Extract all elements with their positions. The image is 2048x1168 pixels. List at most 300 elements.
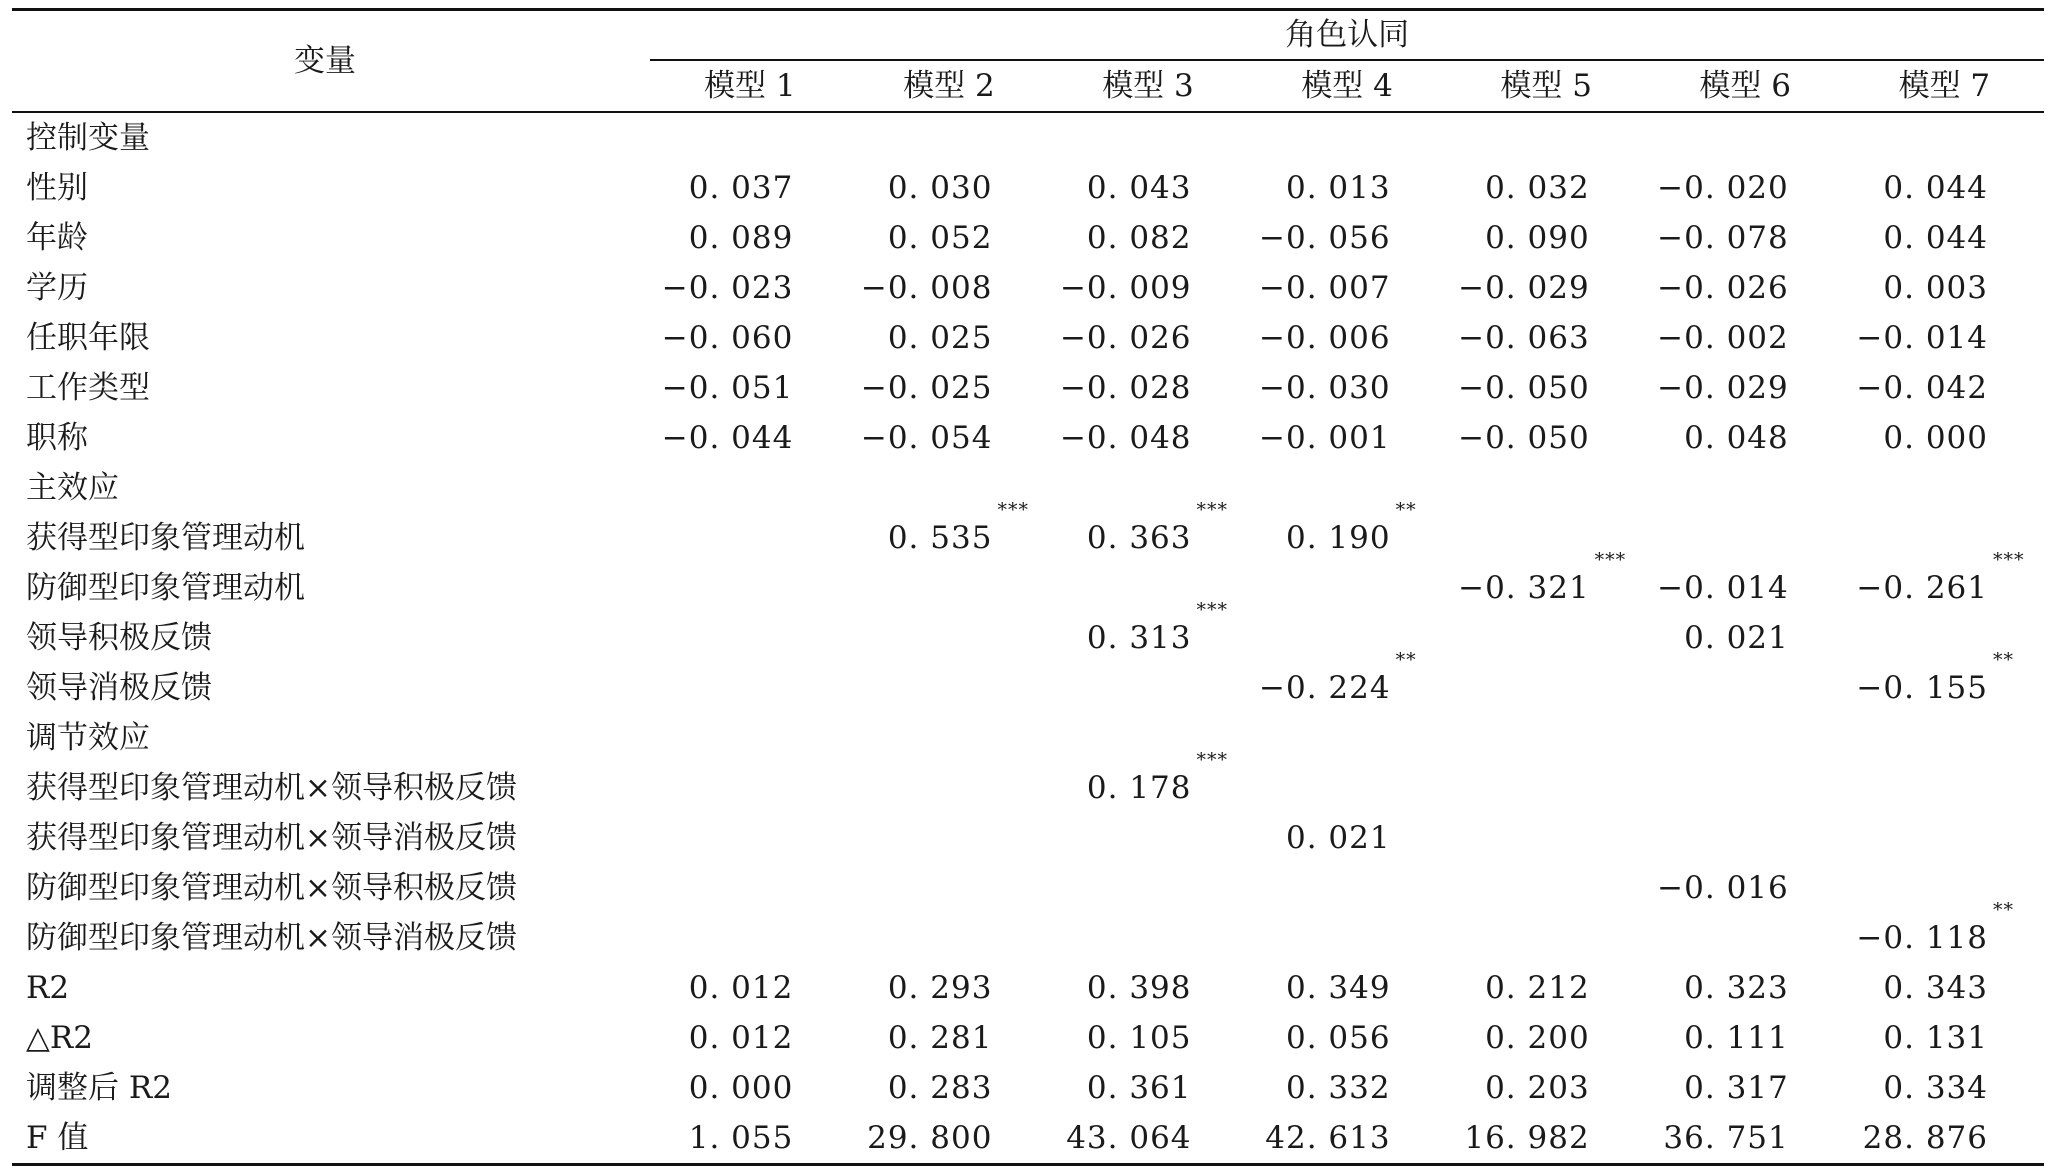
model-1-cell: [650, 663, 849, 713]
table-row: [12, 1113, 2044, 1165]
coefficient-value: −0. 155: [1856, 670, 1988, 706]
model-4-cell: [1248, 413, 1447, 463]
coefficient-value: 0. 032: [1485, 170, 1590, 206]
coefficient-value: 0. 363: [1086, 520, 1192, 556]
model-2-cell: [849, 363, 1048, 413]
model-6-cell: [1646, 463, 1845, 513]
model-4-cell: [1248, 763, 1447, 813]
table-row: [12, 513, 2044, 563]
coefficient-value: −0. 118: [1856, 920, 1988, 956]
model-1-cell: [650, 813, 849, 863]
row-label-text: 年龄: [26, 220, 88, 256]
model-7-cell: [1845, 613, 2044, 663]
model-2-cell: [849, 413, 1048, 463]
model-7-cell: [1845, 1113, 2044, 1165]
significance-stars: **: [1395, 499, 1417, 521]
model-7-cell: [1845, 549, 2044, 613]
row-label: [12, 663, 650, 713]
model-2-cell: [849, 613, 1048, 663]
row-label-text: 领导积极反馈: [26, 620, 212, 656]
coefficient-value: 0. 398: [1086, 970, 1192, 1006]
model-3-cell: [1048, 413, 1247, 463]
coefficient-value: 0. 281: [887, 1020, 993, 1056]
model-2-cell: [849, 263, 1048, 313]
model-7-cell: [1845, 899, 2044, 963]
coefficient-value: 0. 200: [1485, 1020, 1590, 1056]
coefficient-value: −0. 078: [1657, 220, 1789, 256]
model-7-cell: [1845, 763, 2044, 813]
model-4-cell: [1248, 963, 1447, 1013]
model-3-cell: [1048, 112, 1247, 163]
coefficient-value: 0. 283: [887, 1070, 993, 1106]
coefficient-value: −0. 050: [1458, 420, 1590, 456]
row-label-text: 防御型印象管理动机×领导积极反馈: [26, 870, 517, 906]
row-label: [12, 513, 650, 563]
row-label-text: 获得型印象管理动机: [26, 520, 305, 556]
table-row: [12, 1013, 2044, 1063]
table-row: [12, 613, 2044, 663]
model-1-cell: [650, 163, 849, 213]
regression-table: [12, 8, 2044, 1166]
model-5-cell: [1447, 963, 1646, 1013]
model-4-cell: [1248, 563, 1447, 613]
table-row: [12, 213, 2044, 263]
table-row: [12, 1063, 2044, 1113]
row-label: [12, 963, 650, 1013]
model-1-cell: [650, 263, 849, 313]
model-5-cell: [1447, 363, 1646, 413]
model-5-cell: [1447, 313, 1646, 363]
table-header: [12, 10, 2044, 113]
coefficient-value: 0. 178: [1086, 770, 1192, 806]
model-4-cell: [1248, 263, 1447, 313]
model-2-cell: [849, 663, 1048, 713]
model-1-cell: [650, 763, 849, 813]
row-label-text: 获得型印象管理动机×领导消极反馈: [26, 820, 517, 856]
row-label: [12, 1063, 650, 1113]
variable-column-header: 变量: [12, 10, 650, 113]
row-label-text: 调节效应: [26, 720, 150, 756]
coefficient-value: 0. 293: [887, 970, 993, 1006]
row-label: [12, 1113, 650, 1165]
model-3-cell: [1048, 1063, 1247, 1113]
coefficient-value: −0. 023: [661, 270, 794, 306]
model-2-header: 模型 2: [849, 60, 1048, 112]
coefficient-value: 0. 003: [1883, 270, 1988, 306]
coefficient-value: 0. 089: [688, 220, 794, 256]
model-6-cell: [1646, 863, 1845, 913]
coefficient-value: 28. 876: [1862, 1120, 1988, 1156]
coefficient-value: −0. 026: [1657, 270, 1789, 306]
model-6-cell: [1646, 663, 1845, 713]
coefficient-value: −0. 028: [1059, 370, 1192, 406]
model-1-cell: [650, 463, 849, 513]
table-row: [12, 363, 2044, 413]
coefficient-value: −0. 016: [1657, 870, 1789, 906]
model-4-cell: [1248, 112, 1447, 163]
model-6-cell: [1646, 263, 1845, 313]
significance-stars: ***: [1993, 549, 2025, 571]
coefficient-value: 0. 037: [688, 170, 794, 206]
model-7-cell: [1845, 863, 2044, 913]
coefficient-value: 0. 203: [1485, 1070, 1590, 1106]
model-3-cell: [1048, 913, 1247, 963]
table-row: [12, 563, 2044, 613]
row-label-text: 性别: [26, 170, 88, 206]
model-3-cell: [1048, 813, 1247, 863]
coefficient-value: 0. 000: [688, 1070, 794, 1106]
header-row-group: [12, 10, 2044, 61]
model-3-cell: [1048, 863, 1247, 913]
model-1-cell: [650, 1013, 849, 1063]
coefficient-value: 0. 190: [1285, 520, 1391, 556]
model-6-cell: [1646, 413, 1845, 463]
coefficient-value: −0. 001: [1259, 420, 1391, 456]
coefficient-value: −0. 009: [1059, 270, 1192, 306]
significance-stars: **: [1993, 649, 2014, 671]
model-2-cell: [849, 763, 1048, 813]
coefficient-value: 0. 030: [887, 170, 993, 206]
significance-stars: ***: [997, 499, 1029, 521]
model-3-cell: [1048, 749, 1247, 813]
coefficient-value: −0. 014: [1657, 570, 1789, 606]
coefficient-value: 0. 349: [1285, 970, 1391, 1006]
coefficient-value: 0. 212: [1485, 970, 1590, 1006]
coefficient-value: 0. 052: [887, 220, 993, 256]
row-label: [12, 1013, 650, 1063]
model-6-cell: [1646, 963, 1845, 1013]
model-3-cell: [1048, 1013, 1247, 1063]
model-6-cell: [1646, 613, 1845, 663]
coefficient-value: −0. 007: [1259, 270, 1391, 306]
model-7-cell: [1845, 413, 2044, 463]
table-row: [12, 963, 2044, 1013]
coefficient-value: 0. 056: [1285, 1020, 1391, 1056]
coefficient-value: −0. 050: [1458, 370, 1590, 406]
section-label: [12, 463, 650, 513]
model-7-cell: [1845, 713, 2044, 763]
model-6-cell: [1646, 1113, 1845, 1165]
coefficient-value: 0. 048: [1684, 420, 1789, 456]
model-4-cell: [1248, 463, 1447, 513]
model-5-cell: [1447, 163, 1646, 213]
model-4-cell: [1248, 499, 1447, 563]
coefficient-value: −0. 042: [1856, 370, 1988, 406]
model-4-cell: [1248, 163, 1447, 213]
table-row: [12, 913, 2044, 963]
coefficient-value: −0. 020: [1657, 170, 1789, 206]
coefficient-value: 0. 012: [688, 1020, 794, 1056]
row-label: [12, 413, 650, 463]
model-7-cell: [1845, 213, 2044, 263]
model-5-cell: [1447, 763, 1646, 813]
coefficient-value: −0. 051: [661, 370, 794, 406]
model-1-cell: [650, 413, 849, 463]
model-5-header: 模型 5: [1447, 60, 1646, 112]
superscript-squared: 2: [73, 1020, 93, 1056]
superscript-squared: 2: [152, 1070, 172, 1106]
coefficient-value: −0. 048: [1059, 420, 1192, 456]
model-5-cell: [1447, 813, 1646, 863]
model-4-header: 模型 4: [1248, 60, 1447, 112]
coefficient-value: 43. 064: [1066, 1120, 1192, 1156]
model-7-cell: [1845, 313, 2044, 363]
model-2-cell: [849, 863, 1048, 913]
model-2-cell: [849, 313, 1048, 363]
section-header-row: [12, 713, 2044, 763]
row-label-text: 职称: [26, 420, 88, 456]
model-6-cell: [1646, 213, 1845, 263]
coefficient-value: −0. 224: [1259, 670, 1391, 706]
model-3-cell: [1048, 963, 1247, 1013]
coefficient-value: 0. 332: [1285, 1070, 1391, 1106]
model-1-cell: [650, 313, 849, 363]
model-5-cell: [1447, 613, 1646, 663]
model-7-cell: [1845, 963, 2044, 1013]
model-2-cell: [849, 813, 1048, 863]
model-7-cell: [1845, 112, 2044, 163]
model-4-cell: [1248, 313, 1447, 363]
model-2-cell: [849, 1013, 1048, 1063]
model-6-cell: [1646, 363, 1845, 413]
model-5-cell: [1447, 1063, 1646, 1113]
row-label-text: 任职年限: [26, 320, 150, 356]
model-3-cell: [1048, 313, 1247, 363]
model-1-cell: [650, 1063, 849, 1113]
coefficient-value: 0. 000: [1883, 420, 1988, 456]
model-2-cell: [849, 713, 1048, 763]
model-6-cell: [1646, 1063, 1845, 1113]
coefficient-value: 0. 044: [1883, 220, 1988, 256]
model-3-cell: [1048, 499, 1247, 563]
coefficient-value: 0. 105: [1086, 1020, 1192, 1056]
significance-stars: ***: [1196, 749, 1229, 771]
row-label-text: 防御型印象管理动机: [26, 570, 305, 606]
significance-stars: **: [1395, 649, 1417, 671]
row-label-text: 防御型印象管理动机×领导消极反馈: [26, 920, 517, 956]
model-2-cell: [849, 1113, 1048, 1165]
coefficient-value: 0. 090: [1485, 220, 1590, 256]
model-6-cell: [1646, 813, 1845, 863]
model-7-cell: [1845, 1063, 2044, 1113]
coefficient-value: −0. 029: [1458, 270, 1590, 306]
coefficient-value: 0. 323: [1684, 970, 1789, 1006]
significance-stars: ***: [1196, 599, 1229, 621]
section-label: [12, 713, 650, 763]
coefficient-value: −0. 014: [1856, 320, 1988, 356]
table-body: [12, 112, 2044, 1165]
model-5-cell: [1447, 549, 1646, 613]
coefficient-value: 0. 131: [1883, 1020, 1988, 1056]
model-3-cell: [1048, 663, 1247, 713]
model-3-cell: [1048, 363, 1247, 413]
coefficient-value: −0. 029: [1657, 370, 1789, 406]
model-5-cell: [1447, 713, 1646, 763]
model-1-cell: [650, 513, 849, 563]
coefficient-value: −0. 054: [860, 420, 993, 456]
coefficient-value: 0. 313: [1086, 620, 1192, 656]
coefficient-value: −0. 044: [661, 420, 794, 456]
row-label: [12, 913, 650, 963]
coefficient-value: −0. 006: [1259, 320, 1391, 356]
role-identity-group-header: 角色认同: [650, 10, 2044, 61]
coefficient-value: 36. 751: [1663, 1120, 1789, 1156]
model-3-cell: [1048, 213, 1247, 263]
model-4-cell: [1248, 1063, 1447, 1113]
coefficient-value: −0. 321: [1458, 570, 1590, 606]
model-2-cell: [849, 213, 1048, 263]
model-4-cell: [1248, 813, 1447, 863]
row-label-text: 工作类型: [26, 370, 150, 406]
model-6-cell: [1646, 112, 1845, 163]
row-label: [12, 613, 650, 663]
model-2-cell: [849, 563, 1048, 613]
coefficient-value: 0. 012: [688, 970, 794, 1006]
coefficient-value: 0. 535: [887, 520, 993, 556]
row-label: [12, 863, 650, 913]
model-1-cell: [650, 112, 849, 163]
significance-stars: ***: [1196, 499, 1229, 521]
model-4-cell: [1248, 649, 1447, 713]
section-label: [12, 112, 650, 163]
row-label-text: 主效应: [26, 470, 119, 506]
row-label: [12, 213, 650, 263]
coefficient-value: 0. 013: [1285, 170, 1391, 206]
model-5-cell: [1447, 663, 1646, 713]
significance-stars: ***: [1594, 549, 1627, 571]
coefficient-value: 42. 613: [1265, 1120, 1391, 1156]
model-2-cell: [849, 1063, 1048, 1113]
model-6-header: 模型 6: [1646, 60, 1845, 112]
model-3-cell: [1048, 263, 1247, 313]
coefficient-value: 0. 043: [1086, 170, 1192, 206]
coefficient-value: −0. 002: [1657, 320, 1789, 356]
coefficient-value: 29. 800: [867, 1120, 993, 1156]
coefficient-value: −0. 025: [860, 370, 993, 406]
table-row: [12, 763, 2044, 813]
coefficient-value: 0. 317: [1684, 1070, 1789, 1106]
model-4-cell: [1248, 363, 1447, 413]
model-4-cell: [1248, 863, 1447, 913]
coefficient-value: 0. 021: [1285, 820, 1391, 856]
model-7-header: 模型 7: [1845, 60, 2044, 112]
row-label: [12, 763, 650, 813]
row-label-text: 学历: [26, 270, 88, 306]
table-row: [12, 313, 2044, 363]
section-header-row: [12, 112, 2044, 163]
coefficient-value: 0. 334: [1883, 1070, 1988, 1106]
model-7-cell: [1845, 263, 2044, 313]
model-1-cell: [650, 363, 849, 413]
model-4-cell: [1248, 1113, 1447, 1165]
model-5-cell: [1447, 213, 1646, 263]
row-label-text: F 值: [26, 1120, 89, 1156]
coefficient-value: 1. 055: [688, 1120, 794, 1156]
coefficient-value: 16. 982: [1464, 1120, 1590, 1156]
model-3-header: 模型 3: [1048, 60, 1247, 112]
coefficient-value: 0. 044: [1883, 170, 1988, 206]
coefficient-value: −0. 026: [1059, 320, 1192, 356]
model-6-cell: [1646, 913, 1845, 963]
model-4-cell: [1248, 1013, 1447, 1063]
coefficient-value: 0. 361: [1086, 1070, 1192, 1106]
model-1-cell: [650, 613, 849, 663]
table-row: [12, 163, 2044, 213]
coefficient-value: 0. 082: [1086, 220, 1192, 256]
model-1-header: 模型 1: [650, 60, 849, 112]
model-5-cell: [1447, 263, 1646, 313]
coefficient-value: −0. 056: [1259, 220, 1391, 256]
table-row: [12, 663, 2044, 713]
model-5-cell: [1447, 1113, 1646, 1165]
model-4-cell: [1248, 913, 1447, 963]
model-4-cell: [1248, 213, 1447, 263]
row-label-text: 获得型印象管理动机×领导积极反馈: [26, 770, 517, 806]
row-label: [12, 813, 650, 863]
model-7-cell: [1845, 1013, 2044, 1063]
model-6-cell: [1646, 1013, 1845, 1063]
coefficient-value: −0. 063: [1458, 320, 1590, 356]
model-1-cell: [650, 913, 849, 963]
model-2-cell: [849, 163, 1048, 213]
table-row: [12, 413, 2044, 463]
model-5-cell: [1447, 863, 1646, 913]
model-5-cell: [1447, 1013, 1646, 1063]
model-7-cell: [1845, 163, 2044, 213]
model-7-cell: [1845, 363, 2044, 413]
model-1-cell: [650, 963, 849, 1013]
model-2-cell: [849, 913, 1048, 963]
model-7-cell: [1845, 463, 2044, 513]
model-6-cell: [1646, 313, 1845, 363]
row-label: [12, 363, 650, 413]
row-label-text: 控制变量: [26, 120, 150, 156]
model-7-cell: [1845, 813, 2044, 863]
model-1-cell: [650, 863, 849, 913]
model-1-cell: [650, 563, 849, 613]
coefficient-value: 0. 111: [1684, 1020, 1789, 1056]
model-4-cell: [1248, 613, 1447, 663]
model-6-cell: [1646, 713, 1845, 763]
model-5-cell: [1447, 913, 1646, 963]
row-label-text: 领导消极反馈: [26, 670, 212, 706]
model-2-cell: [849, 963, 1048, 1013]
row-label: [12, 263, 650, 313]
row-label: [12, 313, 650, 363]
model-6-cell: [1646, 513, 1845, 563]
model-1-cell: [650, 1113, 849, 1165]
model-6-cell: [1646, 763, 1845, 813]
model-5-cell: [1447, 463, 1646, 513]
model-3-cell: [1048, 163, 1247, 213]
model-6-cell: [1646, 163, 1845, 213]
model-1-cell: [650, 213, 849, 263]
model-3-cell: [1048, 599, 1247, 663]
table-row: [12, 263, 2044, 313]
coefficient-value: −0. 008: [860, 270, 993, 306]
model-2-cell: [849, 112, 1048, 163]
model-4-cell: [1248, 713, 1447, 763]
model-1-cell: [650, 713, 849, 763]
significance-stars: **: [1993, 899, 2014, 921]
coefficient-value: −0. 030: [1259, 370, 1391, 406]
table-row: [12, 863, 2044, 913]
model-7-cell: [1845, 649, 2044, 713]
coefficient-value: 0. 021: [1684, 620, 1789, 656]
table-row: [12, 813, 2044, 863]
coefficient-value: −0. 261: [1856, 570, 1988, 606]
coefficient-value: 0. 025: [887, 320, 993, 356]
